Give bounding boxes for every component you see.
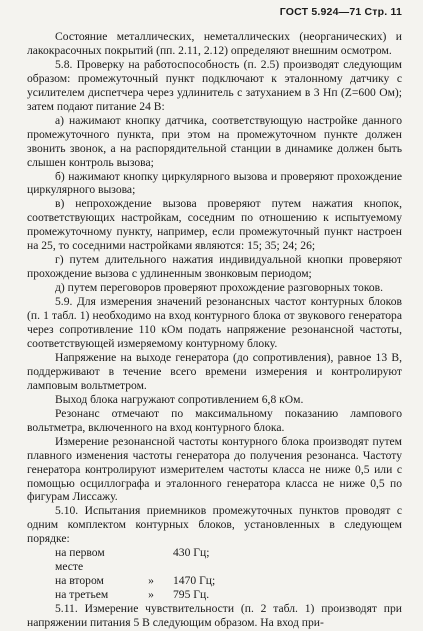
paragraph: Выход блока нагружают сопротивлением 6,8 кОм. bbox=[55, 392, 304, 406]
paragraph: а) нажимают кнопку датчика, соответствующую настройке данного промежуточного пункта, при этом на промежуточном пункте должен звонить звонок, а на распорядительной станции в динамике должен быть слышен контроль вызова; bbox=[27, 113, 402, 169]
paragraph: 5.11. Измерение чувствительности (п. 2 табл. 1) производят при напряжении питания 5 В следующим образом. На вход при- bbox=[27, 602, 402, 630]
list-item-label: на третьем bbox=[55, 588, 109, 602]
list-item-value: 795 Гц. bbox=[173, 588, 210, 602]
paragraph: д) путем переговоров проверяют прохождение разговорных токов. bbox=[55, 281, 384, 295]
list-item bbox=[55, 588, 402, 602]
list-item-label: на первом месте bbox=[55, 546, 105, 574]
paragraph: Состояние металлических, неметаллических (неорганических) и лакокрасочных покрытий (пп. 2.11, 2.12) определяют внешним осмотром. bbox=[27, 30, 402, 57]
list-item bbox=[55, 546, 402, 574]
paragraph: Напряжение на выходе генератора (до сопротивления), равное 13 В, поддерживают в течение всего времени измерения и контролируют ламповым вольтметром. bbox=[27, 350, 402, 392]
paragraph: г) путем длительного нажатия индивидуальной кнопки проверяют прохождение вызова с удлиненным звонковым периодом; bbox=[27, 253, 402, 281]
paragraph: 5.8. Проверку на работоспособность (п. 2.5) производят следующим образом: промежуточный пункт подключают к эталонному датчику с усилителем диспетчера через удлинитель с затуханием в 3 Нп (Z=600 Ом); затем подают питание 24 В: bbox=[27, 57, 402, 113]
page-header: ГОСТ 5.924—71 Стр. 11 bbox=[279, 6, 402, 18]
list-item-ditto: » bbox=[148, 574, 154, 588]
list-item-value: 1470 Гц; bbox=[173, 574, 216, 588]
list-item-ditto bbox=[129, 546, 173, 574]
paragraph: Резонанс отмечают по максимальному показанию лампового вольтметра, включенного на вход контурного блока. bbox=[27, 406, 402, 434]
list-item bbox=[55, 574, 402, 588]
paragraph: б) нажимают кнопку циркулярного вызова и проверяют прохождение циркулярного вызова; bbox=[27, 169, 402, 197]
paragraph: в) непрохождение вызова проверяют путем нажатия кнопок, соответствующих настройкам, соседним по отношению к испытуемому промежуточному пункту, например, если промежуточный пункт настроен на 25, то соседними настройками являются: 15; 35; 24; 26; bbox=[27, 197, 402, 253]
list-item-value: 430 Гц; bbox=[173, 546, 210, 560]
paragraph: Измерение резонансной частоты контурного блока производят путем плавного изменения частоты генератора до получения резонанса. Частоту генератора контролируют измерителем частоты класса не ниже 0,5 или с помощью осциллографа и эталонного генератора класса не ниже 0,5 по фигурам Лиссажу. bbox=[27, 434, 402, 504]
placement-list bbox=[55, 546, 402, 602]
paragraph: 5.9. Для измерения значений резонансных частот контурных блоков (п. 1 табл. 1) необходимо на вход контурного блока от звукового генератора через сопротивление 110 кОм подать напряжение резонансной частоты, соответствующей измеряемому контурному блоку. bbox=[27, 295, 402, 350]
paragraph: 5.10. Испытания приемников промежуточных пунктов проводят с одним комплектом контурных блоков, установленных в следующем порядке: bbox=[27, 504, 402, 546]
document-body bbox=[27, 30, 402, 630]
list-item-label: на втором bbox=[55, 574, 104, 588]
list-item-ditto: » bbox=[148, 588, 154, 602]
